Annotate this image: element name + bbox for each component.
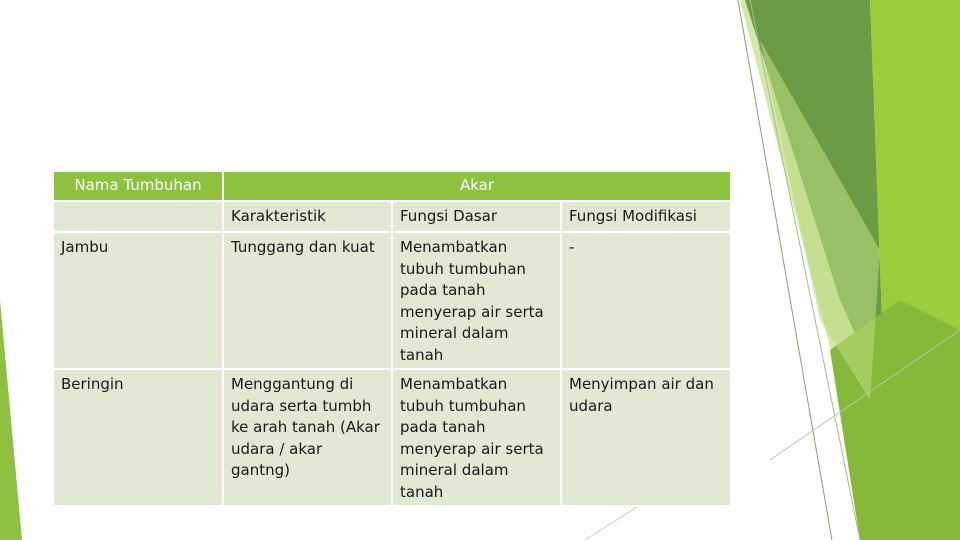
subheader-karakteristik: Karakteristik bbox=[223, 201, 392, 233]
cell-fungsi-dasar: Menambatkan tubuh tumbuhan pada tanah menyerap air serta mineral dalam tanah bbox=[392, 369, 561, 506]
subheader-blank-cell bbox=[53, 201, 223, 233]
deco-line-4 bbox=[585, 505, 640, 540]
header-akar: Akar bbox=[223, 171, 731, 201]
header-nama-tumbuhan: Nama Tumbuhan bbox=[53, 171, 223, 201]
subheader-fungsi-modifikasi: Fungsi Modifikasi bbox=[561, 201, 731, 233]
table-row bbox=[53, 232, 731, 369]
table-header-row bbox=[53, 171, 731, 201]
cell-fungsi-modifikasi: Menyimpan air dan udara bbox=[561, 369, 731, 506]
cell-nama: Jambu bbox=[53, 232, 223, 369]
cell-fungsi-dasar: Menambatkan tubuh tumbuhan pada tanah menyerap air serta mineral dalam tanah bbox=[392, 232, 561, 369]
akar-table bbox=[52, 170, 732, 507]
cell-karakteristik: Menggantung di udara serta tumbh ke arah tanah (Akar udara / akar gantng) bbox=[223, 369, 392, 506]
deco-left-shape bbox=[0, 300, 22, 540]
cell-karakteristik: Tunggang dan kuat bbox=[223, 232, 392, 369]
table-row bbox=[53, 369, 731, 506]
cell-fungsi-modifikasi: - bbox=[561, 232, 731, 369]
table-subheader-row bbox=[53, 201, 731, 233]
cell-nama: Beringin bbox=[53, 369, 223, 506]
subheader-fungsi-dasar: Fungsi Dasar bbox=[392, 201, 561, 233]
